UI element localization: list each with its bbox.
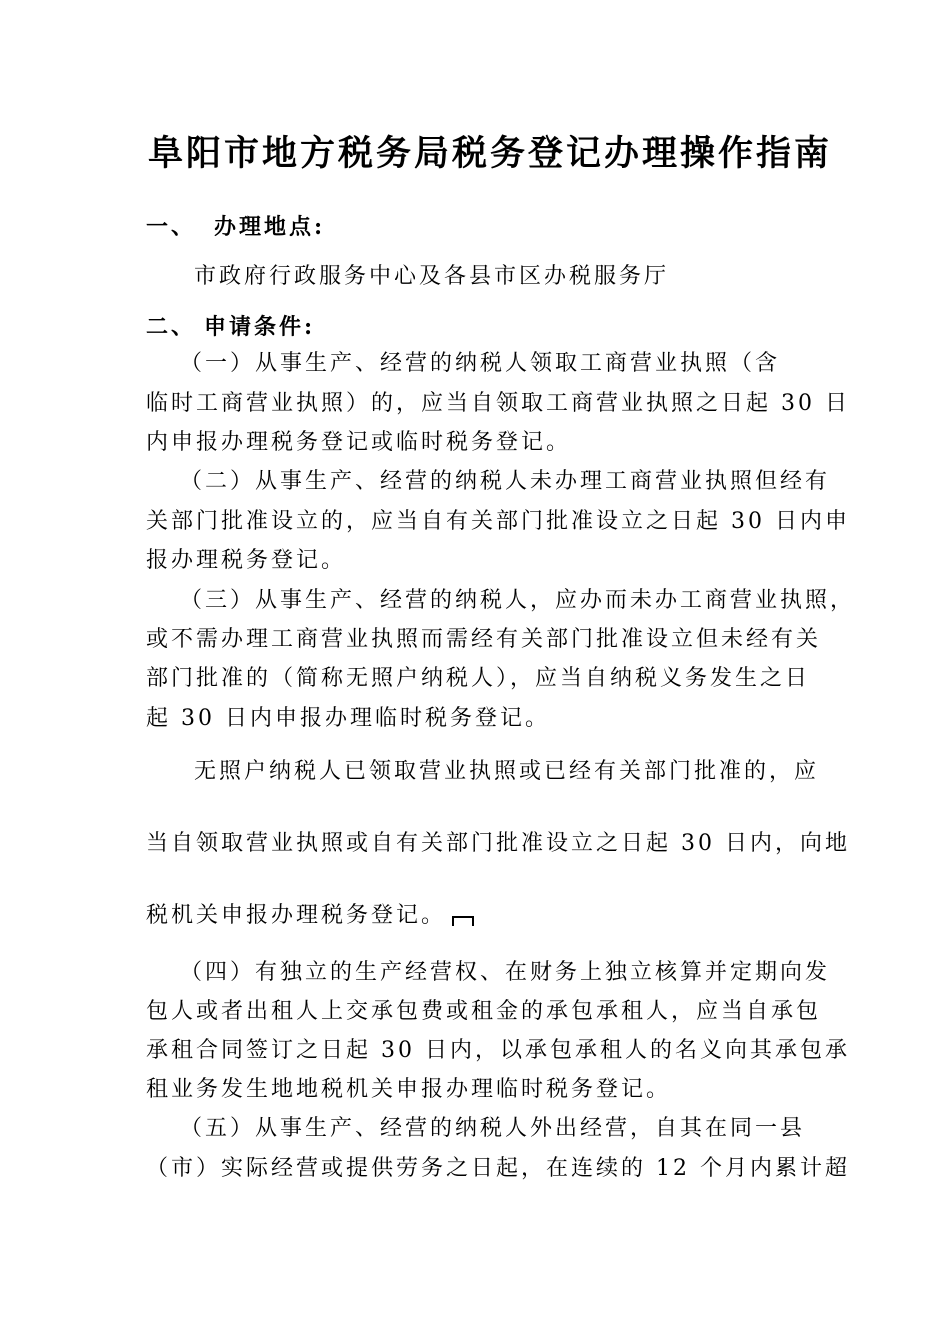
condition-1-line: 临时工商营业执照）的，应当自领取工商营业执照之日起 30 日 [146,391,850,416]
condition-4-line: （四）有独立的生产经营权、在财务上独立核算并定期向发 [180,960,831,985]
edit-mark-icon [452,916,474,926]
condition-3-line: 起 30 日内申报办理临时税务登记。 [146,706,550,731]
condition-4-line: 承租合同签订之日起 30 日内，以承包承租人的名义向其承包承 [146,1038,850,1063]
condition-2-line: 报办理税务登记。 [146,548,347,573]
condition-1-line: （一）从事生产、经营的纳税人领取工商营业执照（含 [180,351,781,376]
condition-3b-line: 当自领取营业执照或自有关部门批准设立之日起 30 日内，向地 [146,831,850,856]
section-heading-conditions [146,312,315,342]
condition-3b-line: 税机关申报办理税务登记。 [146,903,447,928]
section-label: 申请条件: [204,314,316,340]
condition-3b-last [146,901,474,931]
section-label: 办理地点: [214,214,326,240]
condition-1-line: 内申报办理税务登记或临时税务登记。 [146,430,572,455]
condition-2-line: 关部门批准设立的，应当自有关部门批准设立之日起 30 日内申 [146,509,850,534]
page-title: 阜阳市地方税务局税务登记办理操作指南 [148,133,833,174]
condition-3-line: 或不需办理工商营业执照而需经有关部门批准设立但未经有关 [146,627,822,652]
condition-3-line: 部门批准的（简称无照户纳税人），应当自纳税义务发生之日 [146,666,811,691]
section-number: 二、 [146,314,197,340]
section-number: 一、 [146,214,197,240]
condition-3b-line: 无照户纳税人已领取营业执照或已经有关部门批准的，应 [194,759,820,784]
location-text: 市政府行政服务中心及各县市区办税服务厅 [194,264,670,289]
condition-2-line: （二）从事生产、经营的纳税人未办理工商营业执照但经有 [180,469,831,494]
section-heading-location [146,212,325,242]
condition-3-line: （三）从事生产、经营的纳税人，应办而未办工商营业执照， [180,588,856,613]
condition-5-line: （五）从事生产、经营的纳税人外出经营，自其在同一县 [180,1116,806,1141]
condition-4-line: 租业务发生地地税机关申报办理临时税务登记。 [146,1077,672,1102]
condition-4-line: 包人或者出租人上交承包费或租金的承包承租人，应当自承包 [146,999,822,1024]
condition-5-line: （市）实际经营或提供劳务之日起，在连续的 12 个月内累计超 [146,1156,850,1181]
